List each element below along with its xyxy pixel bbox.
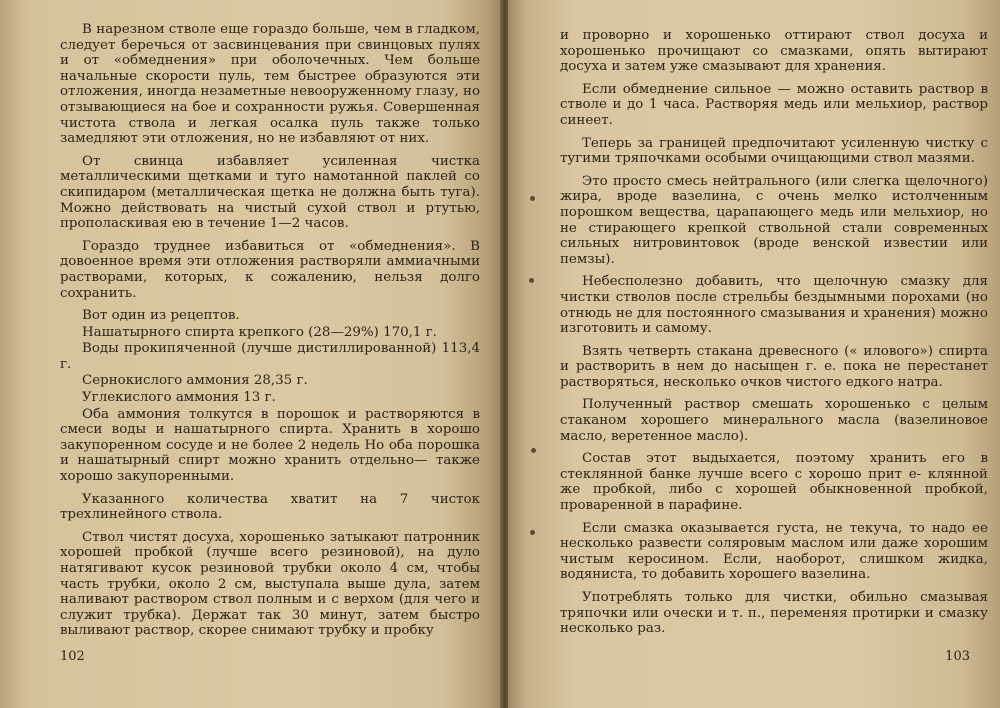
binding-hole xyxy=(530,196,535,201)
paragraph: Ствол чистят досуха, хорошенько затыкают патронник хорошей пробкой (лучше всего резиновой), на дуло натягивают кусок резиновой трубки около 4 см, чтобы часть трубки, около 2 см, выступала выше дула, затем наливают раствором ствол полным и с верхом (для чего и служит трубка). Держат так 30 минут, затем быстро выливают раствор, скорее снимают трубку и пробку xyxy=(60,529,480,639)
paragraph: Взять четверть стакана древесного (« илового») спирта и растворить в нем до насыщен г. е. пока не перестанет растворяться, несколько очков чистого едкого натра. xyxy=(560,343,988,390)
paragraph: Употреблять только для чистки, обильно смазывая тряпочки или очески и т. п., переменяя протирки и смазку несколько раз. xyxy=(560,590,988,637)
recipe-line: Углекислого аммония 13 г. xyxy=(82,390,276,406)
page-number: 102 xyxy=(60,649,85,664)
paragraph: Если обмеднение сильное — можно оставить раствор в стволе и до 1 часа. Растворяя медь или мельхиор, раствор синеет. xyxy=(560,81,988,128)
binding-hole xyxy=(531,448,536,453)
paragraph: Полученный раствор смешать хорошенько с целым стаканом хорошего минерального масла (вазелиновое масло, веретенное масло). xyxy=(560,397,988,444)
paragraph: Небесполезно добавить, что щелочную смазку для чистки стволов после стрельбы бездымными порохами (но отнюдь не для постоянного смазывания и хранения) можно изготовить и самому. xyxy=(560,274,988,337)
paragraph: Если смазка оказывается густа, не текуча, то надо ее несколько развести соляровым маслом или даже хорошим чистым керосином. Если, наоборот, слишком жидка, водяниста, то добавить хорошего вазелина. xyxy=(560,520,988,583)
binding-hole xyxy=(529,278,534,283)
recipe-heading: Вот один из рецептов. xyxy=(82,308,240,324)
paragraph: и проворно и хорошенько оттирают ствол досуха и хорошенько прочищают со смазками, опять вытирают досуха и затем уже смазывают для хранения. xyxy=(560,28,988,75)
left-page-text xyxy=(60,22,480,646)
right-page xyxy=(508,0,1000,708)
paragraph: Состав этот выдыхается, поэтому хранить его в стеклянной банке лучше всего с хорошо прит е- клянной же пробкой, либо с хорошей обыкновенной пробкой, проваренной в парафине. xyxy=(560,451,988,514)
recipe-line: Нашатырного спирта крепкого (28—29%) 170,1 г. xyxy=(82,324,437,340)
paragraph: Оба аммония толкутся в порошок и растворяются в смеси воды и нашатырного спирта. Хранить в хорошо закупоренном сосуде и не более 2 недель Но оба порошка и нашатырный спирт можно хранить отдельно— также хорошо закупоренными. xyxy=(60,406,480,485)
recipe-line: Воды прокипяченной (лучше дистиллированной) 113,4 г. xyxy=(60,341,480,372)
recipe-line: Сернокислого аммония 28,35 г. xyxy=(82,373,308,389)
paragraph: От свинца избавляет усиленная чистка металлическими щетками и туго намотанной паклей со скипидаром (металлическая щетка не должна быть туга). Можно действовать на чистый сухой ствол и ртутью, прополаскивая ею в течение 1—2 часов. xyxy=(60,153,480,232)
paragraph: Теперь за границей предпочитают усиленную чистку с тугими тряпочками особыми очищающими ствол мазями. xyxy=(560,135,988,167)
right-page-text xyxy=(560,28,988,644)
binding-hole xyxy=(530,530,535,535)
page-number: 103 xyxy=(945,649,970,664)
paragraph: В нарезном стволе еще гораздо больше, чем в гладком, следует беречься от засвинцевания при свинцовых пулях и от «обмеднения» при оболочечных. Чем больше начальные скорости пуль, тем быстрее образуются эти отложения, иногда незаметные невооруженному глазу, но отзывающиеся на бое и сохранности ружья. Совершенная чистота ствола и легкая осалка пуль также только замедляют эти отложения, но не избавляют от них. xyxy=(60,22,481,147)
paragraph: Указанного количества хватит на 7 чисток трехлинейного ствола. xyxy=(60,491,480,523)
paragraph: Это просто смесь нейтрального (или слегка щелочного) жира, вроде вазелина, с очень мелко истолченным порошком вещества, царапающего медь или мельхиор, но не стирающего крепкой ствольной стали современных сильных нитровинтовок (вроде венской известии или пемзы). xyxy=(560,173,988,267)
paragraph: Гораздо труднее избавиться от «обмеднения». В довоенное время эти отложения растворяли аммиачными растворами, которых, к сожалению, нельзя долго сохранить. xyxy=(60,238,480,301)
